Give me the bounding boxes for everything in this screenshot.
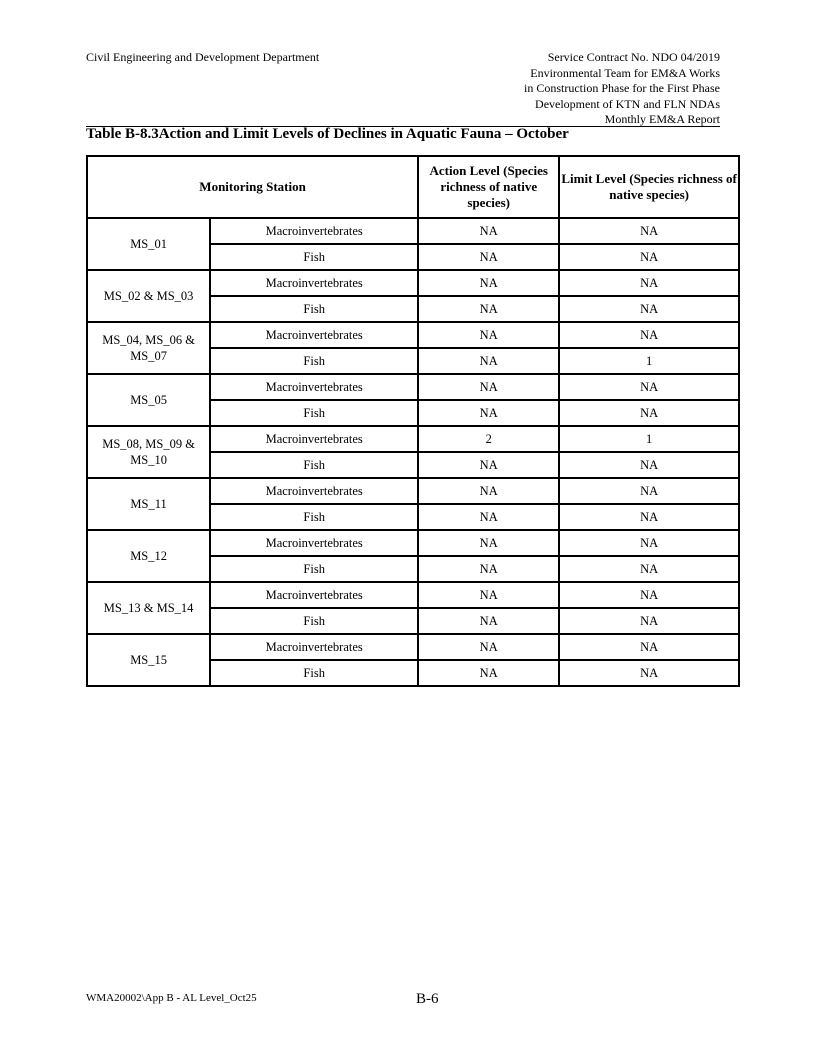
action-level-cell: NA <box>418 478 559 504</box>
station-cell: MS_01 <box>87 218 210 270</box>
header-line: Development of KTN and FLN NDAs <box>535 96 720 111</box>
footer-file-ref: WMA20002\App B - AL Level_Oct25 <box>86 992 257 1004</box>
action-level-cell: NA <box>418 218 559 244</box>
station-cell: MS_13 & MS_14 <box>87 582 210 634</box>
type-cell: Macroinvertebrates <box>210 478 418 504</box>
action-level-cell: NA <box>418 556 559 582</box>
limit-level-cell: 1 <box>559 426 739 452</box>
type-cell: Macroinvertebrates <box>210 374 418 400</box>
type-cell: Macroinvertebrates <box>210 582 418 608</box>
type-cell: Fish <box>210 296 418 322</box>
header-line: in Construction Phase for the First Phase <box>524 81 720 95</box>
table-row <box>87 270 739 296</box>
type-cell: Fish <box>210 244 418 270</box>
limit-level-cell: NA <box>559 270 739 296</box>
station-cell: MS_15 <box>87 634 210 686</box>
type-cell: Macroinvertebrates <box>210 530 418 556</box>
header-line: Service Contract No. NDO 04/2019 <box>547 50 720 64</box>
action-level-cell: NA <box>418 452 559 478</box>
type-cell: Fish <box>210 400 418 426</box>
type-cell: Fish <box>210 608 418 634</box>
table-row <box>87 426 739 452</box>
aquatic-fauna-table <box>86 155 740 687</box>
type-cell: Fish <box>210 452 418 478</box>
table-row <box>87 374 739 400</box>
table-row <box>87 582 739 608</box>
action-level-cell: NA <box>418 608 559 634</box>
type-cell: Macroinvertebrates <box>210 634 418 660</box>
table-row <box>87 218 739 244</box>
header-limit-level: Limit Level (Species richness of native species) <box>559 156 739 218</box>
station-cell: MS_08, MS_09 & MS_10 <box>87 426 210 478</box>
station-cell: MS_12 <box>87 530 210 582</box>
action-level-cell: NA <box>418 348 559 374</box>
limit-level-cell: NA <box>559 582 739 608</box>
type-cell: Macroinvertebrates <box>210 218 418 244</box>
table-header-row <box>87 156 739 218</box>
station-cell: MS_02 & MS_03 <box>87 270 210 322</box>
limit-level-cell: NA <box>559 218 739 244</box>
table-row <box>87 634 739 660</box>
limit-level-cell: NA <box>559 660 739 686</box>
action-level-cell: NA <box>418 374 559 400</box>
type-cell: Macroinvertebrates <box>210 426 418 452</box>
limit-level-cell: NA <box>559 530 739 556</box>
table-title: Table B-8.3Action and Limit Levels of Declines in Aquatic Fauna – October <box>86 126 569 142</box>
table-body <box>87 218 739 686</box>
limit-level-cell: NA <box>559 452 739 478</box>
footer-page-number: B-6 <box>416 991 439 1007</box>
action-level-cell: NA <box>418 244 559 270</box>
limit-level-cell: NA <box>559 296 739 322</box>
station-cell: MS_11 <box>87 478 210 530</box>
header-line: Monthly EM&A Report <box>604 112 720 126</box>
type-cell: Fish <box>210 504 418 530</box>
action-level-cell: NA <box>418 270 559 296</box>
limit-level-cell: NA <box>559 244 739 270</box>
type-cell: Macroinvertebrates <box>210 322 418 348</box>
header-action-level: Action Level (Species richness of native species) <box>418 156 559 218</box>
station-cell: MS_04, MS_06 & MS_07 <box>87 322 210 374</box>
limit-level-cell: NA <box>559 634 739 660</box>
type-cell: Macroinvertebrates <box>210 270 418 296</box>
action-level-cell: NA <box>418 530 559 556</box>
type-cell: Fish <box>210 556 418 582</box>
action-level-cell: NA <box>418 582 559 608</box>
action-level-cell: NA <box>418 504 559 530</box>
header-line: Environmental Team for EM&A Works <box>530 65 720 80</box>
action-level-cell: NA <box>418 400 559 426</box>
header-monitoring-station: Monitoring Station <box>87 156 418 218</box>
limit-level-cell: NA <box>559 608 739 634</box>
type-cell: Fish <box>210 348 418 374</box>
action-level-cell: 2 <box>418 426 559 452</box>
header-contract-info <box>524 50 720 128</box>
table-row <box>87 322 739 348</box>
type-cell: Fish <box>210 660 418 686</box>
table-row <box>87 530 739 556</box>
action-level-cell: NA <box>418 634 559 660</box>
limit-level-cell: NA <box>559 374 739 400</box>
limit-level-cell: NA <box>559 504 739 530</box>
limit-level-cell: NA <box>559 478 739 504</box>
limit-level-cell: 1 <box>559 348 739 374</box>
limit-level-cell: NA <box>559 556 739 582</box>
limit-level-cell: NA <box>559 322 739 348</box>
limit-level-cell: NA <box>559 400 739 426</box>
action-level-cell: NA <box>418 296 559 322</box>
table-row <box>87 478 739 504</box>
action-level-cell: NA <box>418 660 559 686</box>
action-level-cell: NA <box>418 322 559 348</box>
header-department: Civil Engineering and Development Department <box>86 50 320 64</box>
station-cell: MS_05 <box>87 374 210 426</box>
